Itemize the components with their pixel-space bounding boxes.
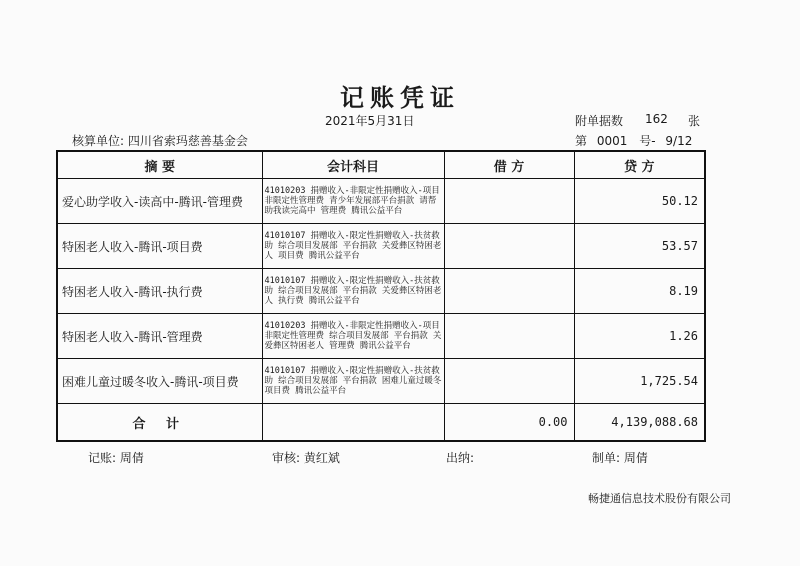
- table-header-row: [57, 151, 705, 179]
- reviewer: [272, 449, 340, 466]
- bookkeeper-name: 周倩: [119, 451, 144, 465]
- reviewer-label: 审核:: [272, 451, 301, 465]
- row-debit: [444, 179, 574, 224]
- table-row: [57, 314, 705, 359]
- table-row: [57, 269, 705, 314]
- row-summary: 困难儿童过暖冬收入-腾讯-项目费: [57, 359, 262, 404]
- row-summary: 特困老人收入-腾讯-执行费: [57, 269, 262, 314]
- cashier-label: 出纳:: [446, 451, 475, 465]
- voucher-table: [56, 150, 706, 442]
- software-company: 畅捷通信息技术股份有限公司: [588, 492, 731, 505]
- row-account: 41010203 捐赠收入-非限定性捐赠收入-项目非限定性管理费 综合项目发展部 平台捐款 关爱彝区特困老人 管理费 腾讯公益平台: [262, 314, 444, 359]
- row-summary: 爱心助学收入-读高中-腾讯-管理费: [57, 179, 262, 224]
- total-account-blank: [262, 404, 444, 442]
- bookkeeper-label: 记账:: [88, 451, 117, 465]
- accounting-unit-name: 四川省索玛慈善基金会: [127, 134, 248, 148]
- table-row: [57, 179, 705, 224]
- row-account: 41010203 捐赠收入-非限定性捐赠收入-项目非限定性管理费 青少年发展部平台捐款 请帮助我读完高中 管理费 腾讯公益平台: [262, 179, 444, 224]
- header-credit: 贷 方: [574, 151, 705, 179]
- row-credit: 1.26: [574, 314, 705, 359]
- row-debit: [444, 359, 574, 404]
- total-credit: 4,139,088.68: [574, 404, 705, 442]
- voucher-page: 9/12: [665, 134, 693, 148]
- row-debit: [444, 314, 574, 359]
- cashier: [446, 449, 474, 466]
- row-summary: 特困老人收入-腾讯-项目费: [57, 224, 262, 269]
- voucher-number-mid: 号-: [639, 134, 656, 148]
- bookkeeper: [88, 449, 144, 466]
- preparer-label: 制单:: [592, 451, 621, 465]
- row-credit: 53.57: [574, 224, 705, 269]
- total-debit: 0.00: [444, 404, 574, 442]
- reviewer-name: 黄红斌: [303, 451, 340, 465]
- row-credit: 8.19: [574, 269, 705, 314]
- row-account: 41010107 捐赠收入-限定性捐赠收入-扶贫救助 综合项目发展部 平台捐款 关爱彝区特困老人 执行费 腾讯公益平台: [262, 269, 444, 314]
- row-account: 41010107 捐赠收入-限定性捐赠收入-扶贫救助 综合项目发展部 平台捐款 关爱彝区特困老人 项目费 腾讯公益平台: [262, 224, 444, 269]
- row-credit: 50.12: [574, 179, 705, 224]
- preparer-name: 周倩: [623, 451, 648, 465]
- row-debit: [444, 224, 574, 269]
- preparer: [592, 449, 648, 466]
- voucher-number: [575, 132, 698, 149]
- voucher-number-prefix: 第: [575, 134, 588, 148]
- header-debit: 借 方: [444, 151, 574, 179]
- voucher-title: 记账凭证: [340, 84, 460, 112]
- attachments-label: 附单据数: [575, 114, 624, 128]
- total-label: 合 计: [57, 404, 262, 442]
- total-row: [57, 404, 705, 442]
- table-row: [57, 224, 705, 269]
- table-row: [57, 359, 705, 404]
- voucher-number-value: 0001: [596, 134, 628, 148]
- attachments-unit: 张: [688, 114, 701, 128]
- voucher-date: 2021年5月31日: [325, 114, 415, 128]
- attachments-count: 162: [645, 112, 668, 126]
- row-summary: 特困老人收入-腾讯-管理费: [57, 314, 262, 359]
- header-account: 会计科目: [262, 151, 444, 179]
- accounting-unit-label: 核算单位:: [72, 134, 125, 148]
- header-summary: 摘 要: [57, 151, 262, 179]
- accounting-unit: [72, 132, 248, 149]
- row-debit: [444, 269, 574, 314]
- row-account: 41010107 捐赠收入-限定性捐赠收入-扶贫救助 综合项目发展部 平台捐款 困难儿童过暖冬 项目费 腾讯公益平台: [262, 359, 444, 404]
- row-credit: 1,725.54: [574, 359, 705, 404]
